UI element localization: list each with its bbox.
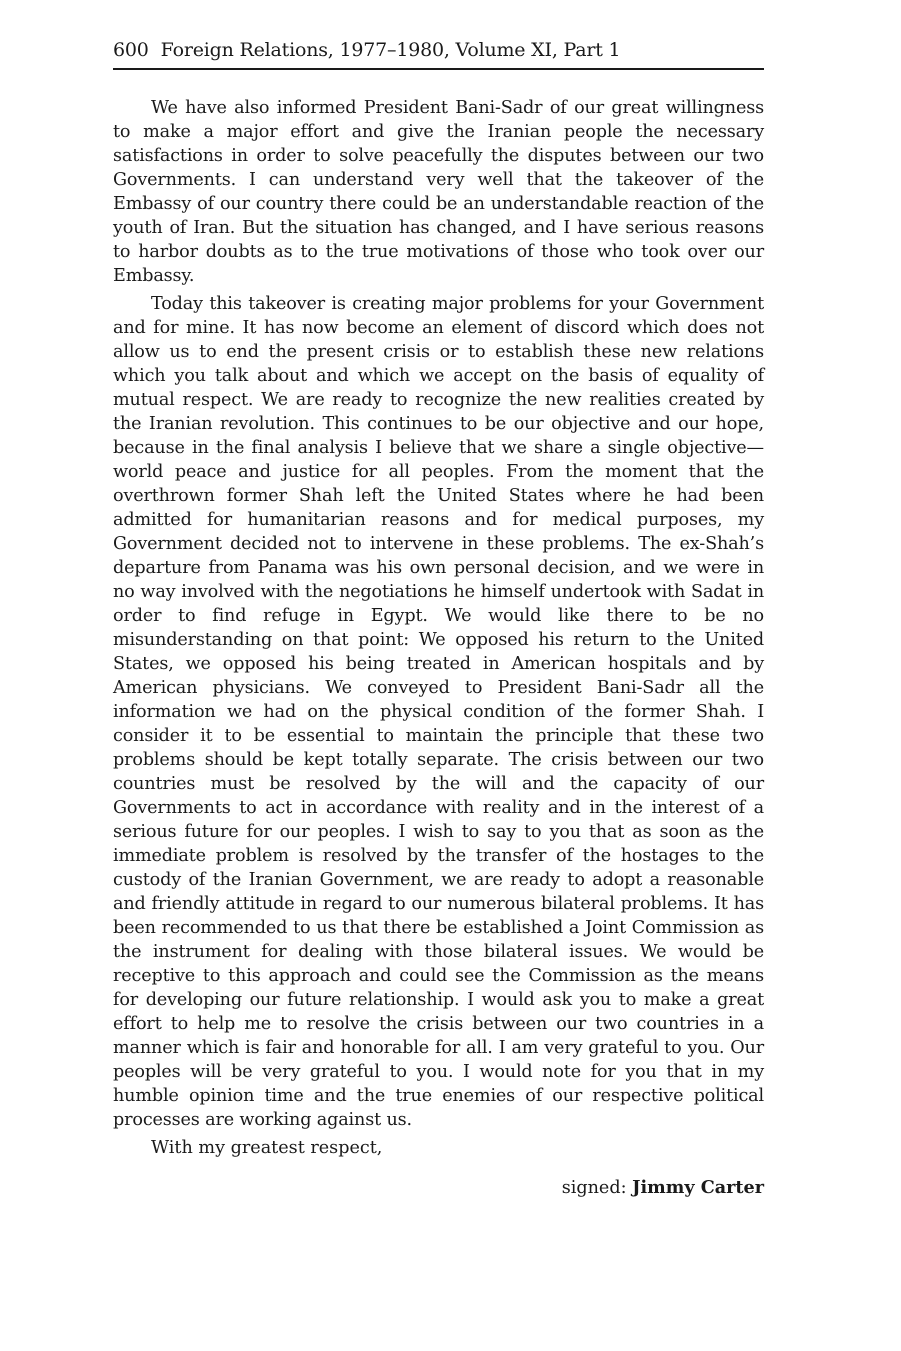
- closing-line: With my greatest respect,: [151, 1138, 383, 1158]
- document-page: [113, 36, 764, 1200]
- signer-name: Jimmy Carter: [632, 1177, 764, 1198]
- paragraph: Today this takeover is creating major problems for your Government and for mine. It has now become an element of discord which does not allow us to end the present crisis or to establish these new relations which you talk about and which we accept on the basis of equality of mutual respect. We are ready to recognize the new realities created by the Iranian revolution. This continues to be our objective and our hope, because in the final analysis I believe that we share a single objective—world peace and justice for all peoples. From the moment that the overthrown former Shah left the United States where he had been admitted for humanitarian reasons and for medical purposes, my Government decided not to intervene in these problems. The ex-Shah’s departure from Panama was his own personal decision, and we were in no way involved with the negotiations he himself undertook with Sadat in order to find refuge in Egypt. We would like there to be no misunderstanding on that point: We opposed his return to the United States, we opposed his being treated in American hospitals and by American physicians. We conveyed to President Bani-Sadr all the information we had on the physical condition of the former Shah. I consider it to be essential to maintain the principle that these two problems should be kept totally separate. The crisis between our two countries must be resolved by the will and the capacity of our Governments to act in accordance with reality and in the interest of a serious future for our peoples. I wish to say to you that as soon as the immediate problem is resolved by the transfer of the hostages to the custody of the Iranian Government, we are ready to adopt a reasonable and friendly attitude in regard to our numerous bilateral problems. It has been recommended to us that there be established a Joint Commission as the instrument for dealing with those bilateral issues. We would be receptive to this approach and could see the Commission as the means for developing our future relationship. I would ask you to make a great effort to help me to resolve the crisis between our two countries in a manner which is fair and honorable for all. I am very grateful to you. Our peoples will be very grateful to you. I would note for you that in my humble opinion time and the true enemies of our respective political processes are working against us.: [113, 294, 764, 1130]
- page-number: 600: [113, 39, 149, 61]
- paragraph: We have also informed President Bani-Sadr of our great willingness to make a major effort and give the Iranian people the necessary satisfactions in order to solve peacefully the disputes between our two Governments. I can understand very well that the takeover of the Embassy of our country there could be an understandable reaction of the youth of Iran. But the situation has changed, and I have serious reasons to harbor doubts as to the true motivations of those who took over our Embassy.: [113, 98, 764, 286]
- signature-block: [113, 1176, 764, 1200]
- signature-prefix: signed:: [561, 1178, 633, 1198]
- running-head: [113, 36, 764, 64]
- volume-title: Foreign Relations, 1977–1980, Volume XI, Part 1: [160, 39, 621, 61]
- header-rule: [113, 68, 764, 70]
- letter-body: [113, 96, 764, 1200]
